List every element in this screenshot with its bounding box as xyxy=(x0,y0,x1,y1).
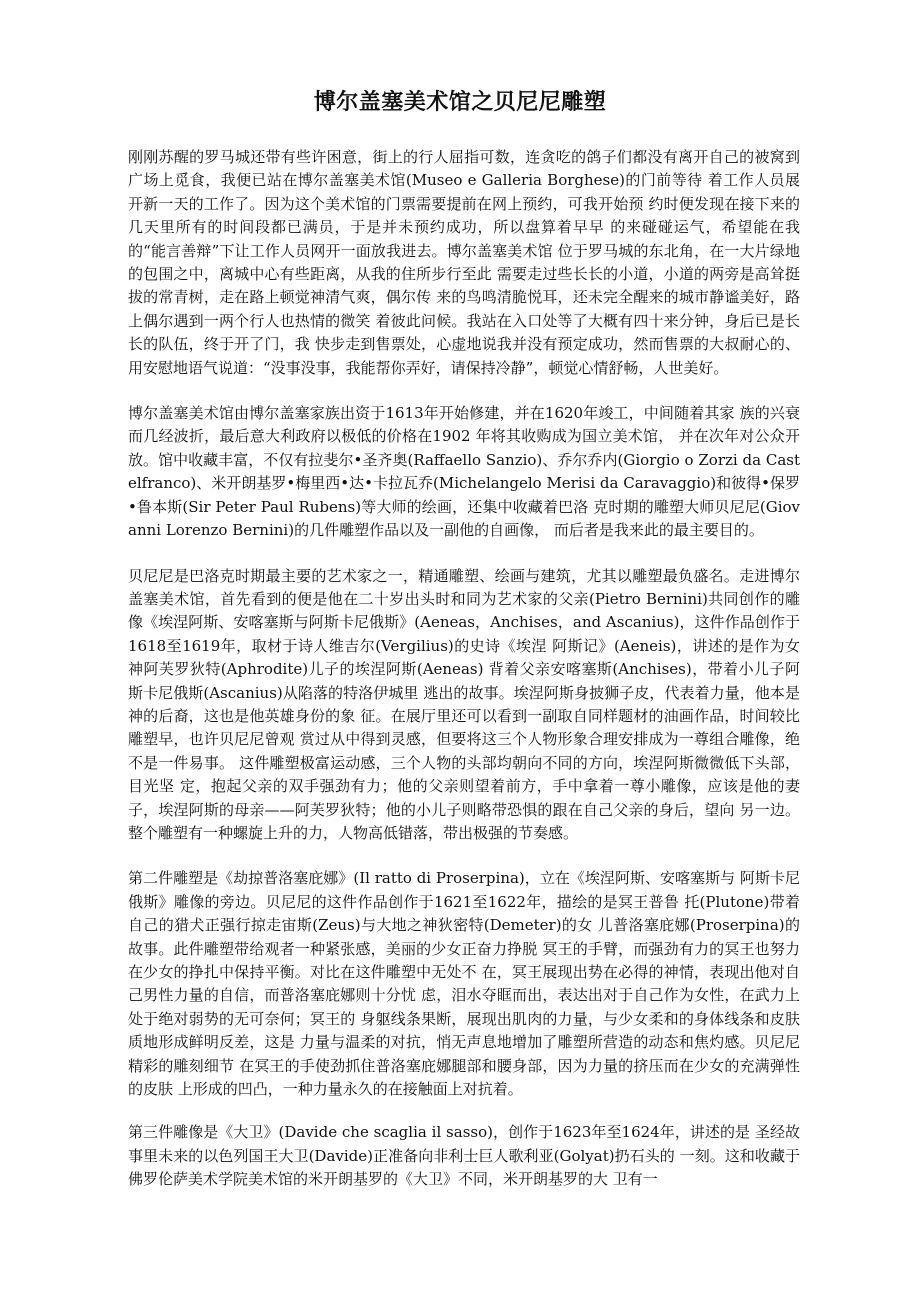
page-title: 博尔盖塞美术馆之贝尼尼雕塑 xyxy=(313,90,607,115)
paragraph-museum-visit: 刚刚苏醒的罗马城还带有些许困意，街上的行人屈指可数，连贪吃的鸽子们都没有离开自己的被窝到广场上觅食，我便已站在博尔盖塞美术馆(Museo e Galleria Borghese)的门前等待 着工作人员展开新一天的工作了。因为这个美术馆的门票需要提前在网上预约，可我开始预 约时便发现在接下来的几天里所有的时间段都已满员，于是并未预约成功，所以盘算着早早 的来碰碰运气，希望能在我的“能言善辩”下让工作人员网开一面放我进去。博尔盖塞美术馆 位于罗马城的东北角，在一大片绿地的包围之中，离城中心有些距离，从我的住所步行至此 需要走过些长长的小道，小道的两旁是高耸挺拔的常青树，走在路上顿觉神清气爽，偶尔传 来的鸟鸣清脆悦耳，还未完全醒来的城市静谧美好，路上偶尔遇到一两个行人也热情的微笑 着彼此问候。我站在入口处等了大概有四十来分钟，身后已是长长的队伍，终于开了门，我 快步走到售票处，心虚地说我并没有预定成功，然而售票的大叔耐心的、用安慰地语气说道：“没事没事，我能帮你弄好，请保持冷静”，顿觉心情舒畅，人世美好。 xyxy=(128,148,800,377)
paragraph-proserpina-sculpture: 第二件雕塑是《劫掠普洛塞庇娜》(Il ratto di Proserpina)，立在《埃涅阿斯、安喀塞斯与 阿斯卡尼俄斯》雕像的旁边。贝尼尼的这件作品创作于1621至1622年，描绘的是冥王普鲁 托(Plutone)带着自己的猎犬正强行掠走宙斯(Zeus)与大地之神狄密特(Demeter)的女 儿普洛塞庇娜(Proserpina)的故事。此件雕塑带给观者一种紧张感，美丽的少女正奋力挣脱 冥王的手臂，而强劲有力的冥王也努力在少女的挣扎中保持平衡。对比在这件雕塑中无处不 在，冥王展现出势在必得的神情，表现出他对自己男性力量的自信，而普洛塞庇娜则十分忧 虑，泪水夺眶而出，表达出对于自己作为女性，在武力上处于绝对弱势的无可奈何；冥王的 身躯线条果断，展现出肌肉的力量，与少女柔和的身体线条和皮肤质地形成鲜明反差，这是 力量与温柔的对抗，悄无声息地增加了雕塑所营造的动态和焦灼感。贝尼尼精彩的雕刻细节 在冥王的手使劲抓住普洛塞庇娜腿部和腰身部，因为力量的挤压而在少女的充满弹性的皮肤 上形成的凹凸，一种力量永久的在接触面上对抗着。 xyxy=(128,869,800,1099)
article-body xyxy=(128,146,800,1214)
paragraph-museum-history: 博尔盖塞美术馆由博尔盖塞家族出资于1613年开始修建，并在1620年竣工，中间随着其家 族的兴衰而几经波折，最后意大利政府以极低的价格在1902 年将其收购成为国立美术馆， 并在次年对公众开放。馆中收藏丰富，不仅有拉斐尔•圣齐奥(Raffaello Sanzio)、乔尔乔内(Giorgio o Zorzi da Castelfranco)、米开朗基罗•梅里西•达•卡拉瓦乔(Michelangelo Merisi da Caravaggio)和彼得•保罗•鲁本斯(Sir Peter Paul Rubens)等大师的绘画，还集中收藏着巴洛 克时期的雕塑大师贝尼尼(Giovanni Lorenzo Bernini)的几件雕塑作品以及一副他的自画像， 而后者是我来此的最主要目的。 xyxy=(128,404,800,540)
paragraph-david-sculpture: 第三件雕像是《大卫》(Davide che scaglia il sasso)，创作于1623年至1624年，讲述的是 圣经故事里未来的以色列国王大卫(Davide)正准备向非利士巨人歌利亚(Golyat)扔石头的 一刻。这和收藏于佛罗伦萨美术学院美术馆的米开朗基罗的《大卫》不同，米开朗基罗的大 卫有一 xyxy=(128,1123,800,1189)
paragraph-aeneas-sculpture: 贝尼尼是巴洛克时期最主要的艺术家之一，精通雕塑、绘画与建筑，尤其以雕塑最负盛名。走进博尔盖塞美术馆，首先看到的便是他在二十岁出头时和同为艺术家的父亲(Pietro Bernini)共同创作的雕像《埃涅阿斯、安喀塞斯与阿斯卡尼俄斯》(Aeneas，Anchises，and Ascanius)，这件作品创作于1618至1619年，取材于诗人维吉尔(Vergilius)的史诗《埃涅 阿斯记》(Aeneis)，讲述的是作为女神阿芙罗狄特(Aphrodite)儿子的埃涅阿斯(Aeneas) 背着父亲安喀塞斯(Anchises)，带着小儿子阿斯卡尼俄斯(Ascanius)从陷落的特洛伊城里 逃出的故事。埃涅阿斯身披狮子皮，代表着力量，他本是神的后裔，这也是他英雄身份的象 征。在展厅里还可以看到一副取自同样题材的油画作品，时间较比雕塑早，也许贝尼尼曾观 赏过从中得到灵感，但要将这三个人物形象合理安排成为一尊组合雕像，绝不是一件易事。 这件雕塑极富运动感，三个人物的头部均朝向不同的方向，埃涅阿斯微微低下头部，目光坚 定，抱起父亲的双手强劲有力；他的父亲则望着前方，手中拿着一尊小雕像，应该是他的妻 子，埃涅阿斯的母亲——阿芙罗狄特；他的小儿子则略带恐惧的跟在自己父亲的身后，望向 另一边。整个雕塑有一种螺旋上升的力，人物高低错落，带出极强的节奏感。 xyxy=(128,566,800,842)
